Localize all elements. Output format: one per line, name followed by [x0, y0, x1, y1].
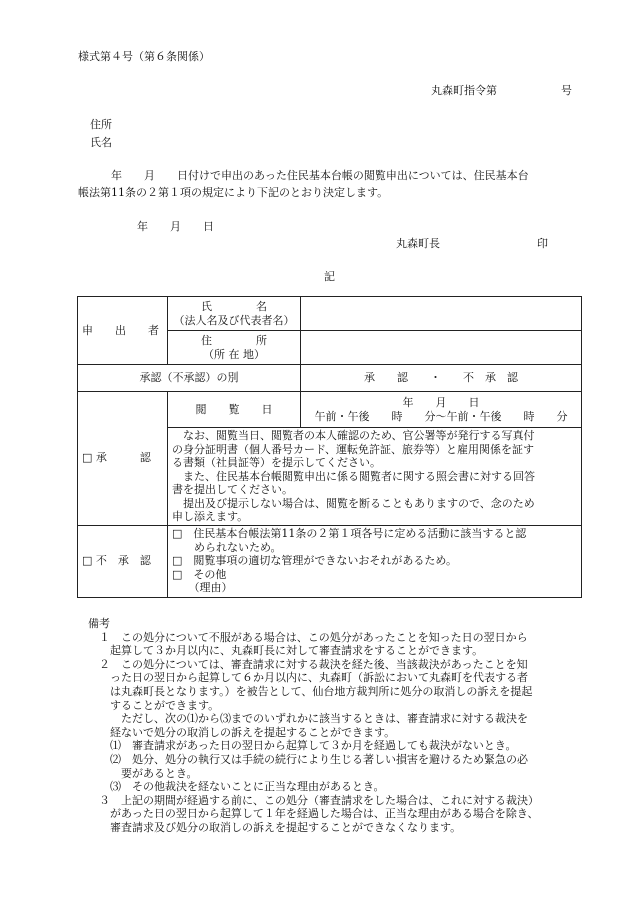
addr-value	[301, 331, 582, 365]
notes-line: することができます。	[88, 698, 220, 712]
reject-reasons	[168, 525, 582, 597]
reject-reason-item[interactable]: □ その他	[172, 567, 227, 581]
approve-label: □ 承 認	[78, 392, 168, 526]
notes-line: 起算して３か月以内に、丸森町長に対して審査請求をすることができます。	[88, 644, 484, 658]
notes-line: ⑶ その他裁決を経ないことに正当な理由があるとき。	[88, 780, 385, 794]
approve-note-line: 申し添えます。	[172, 510, 249, 523]
name-field-sub: （法人名及び代表者名）	[173, 313, 295, 327]
approve-note-line: また、住民基本台帳閲覧申出に係る閲覧者に関する照会書に対する回答	[172, 469, 535, 483]
approve-note-line: の身分証明書（個人番号カード、運転免許証、旅券等）と雇用関係を証す	[172, 442, 535, 456]
notes-line: は丸森町長となります。）を被告として、仙台地方裁判所に処分の取消しの訴えを提起	[88, 684, 533, 698]
approve-note-line: る書類（社員証等）を提示してください。	[172, 456, 381, 469]
approve-note-line: 書を提出してください。	[172, 483, 293, 496]
doc-number-suffix: 号	[561, 84, 572, 97]
issuer-title: 丸森町長	[396, 237, 440, 250]
browse-date-value: 年 月 日	[402, 395, 480, 409]
decision-table	[77, 296, 582, 598]
reject-reason-item: められないため。	[172, 540, 282, 554]
issuer-seal: 印	[537, 237, 548, 250]
browse-date-cell	[301, 392, 582, 428]
notes-line: １ この処分について不服がある場合は、この処分があったことを知った日の翌日から	[88, 630, 528, 644]
notes-line: ⑴ 審査請求があった日の翌日から起算して３か月を経過しても裁決がないとき。	[88, 739, 517, 753]
notes-line: 要があるとき。	[88, 766, 198, 780]
notes-line: があった日の翌日から起算して１年を経過した場合は、正当な理由がある場合を除き、	[88, 807, 539, 821]
addr-cell	[168, 331, 301, 365]
notes-line: ただし、次の⑴から⑶までのいずれかに該当するときは、審査請求に対する裁決を	[88, 712, 528, 726]
form-id: 様式第４号（第６条関係）	[78, 50, 210, 63]
approval-type-label: 承認（不承認）の別	[78, 365, 301, 392]
reject-reason-item: （理由）	[172, 581, 233, 595]
date-line: 年 月 日	[137, 220, 214, 233]
intro-line-2: 帳法第11条の２第１項の規定により下記のとおり決定します。	[78, 186, 389, 199]
reject-reason-item[interactable]: □ 閲覧事項の適切な管理ができないおそれがあるため。	[172, 554, 457, 568]
approve-note-line: 提出及び提示しない場合は、閲覧を断ることもありますので、念のため	[172, 496, 535, 510]
notes-heading: 備考	[88, 617, 110, 630]
name-label: 氏名	[90, 136, 112, 149]
name-cell	[168, 297, 301, 331]
approve-note	[168, 428, 582, 526]
notes-line: ⑵ 処分、処分の執行又は手続の続行により生じる著しい損害を避けるため緊急の必	[88, 752, 528, 766]
doc-number-label: 丸森町指令第	[431, 84, 497, 97]
approve-note-line: なお、閲覧当日、閲覧者の本人確認のため、官公署等が発行する写真付	[172, 429, 535, 442]
reject-reason-item[interactable]: □ 住民基本台帳法第11条の２第１項各号に定める活動に該当すると認	[172, 527, 527, 541]
notes-section	[88, 617, 588, 835]
ki-heading: 記	[324, 270, 335, 283]
name-value	[301, 297, 582, 331]
addr-field-label: 住 所	[201, 333, 267, 347]
name-field-label: 氏 名	[201, 299, 267, 313]
notes-line: ２ この処分については、審査請求に対する裁決を経た後、当該裁決があったことを知	[88, 657, 528, 671]
notes-line: ３ 上記の期間が経過する前に、この処分（審査請求をした場合は、これに対する裁決）	[88, 793, 539, 807]
reject-label: □ 不 承 認	[78, 525, 168, 597]
browse-date-label: 閲 覧 日	[168, 392, 301, 428]
notes-line: 審査請求及び処分の取消しの訴えを提起することができなくなります。	[88, 820, 462, 834]
address-label: 住所	[90, 118, 112, 131]
notes-line: 経ないで処分の取消しの訴えを提起することができます。	[88, 725, 396, 739]
notes-line: った日の翌日から起算して６か月以内に、丸森町（訴訟において丸森町を代表する者	[88, 671, 528, 685]
applicant-label: 申 出 者	[78, 297, 168, 365]
approval-type-value: 承 認 ・ 不 承 認	[301, 365, 582, 392]
browse-time-value: 午前・午後 時 分〜午前・午後 時 分	[314, 409, 568, 423]
intro-line-1: 年 月 日付けで申出のあった住民基本台帳の閲覧申出については、住民基本台	[78, 169, 529, 182]
addr-field-sub: （所 在 地）	[203, 347, 265, 361]
